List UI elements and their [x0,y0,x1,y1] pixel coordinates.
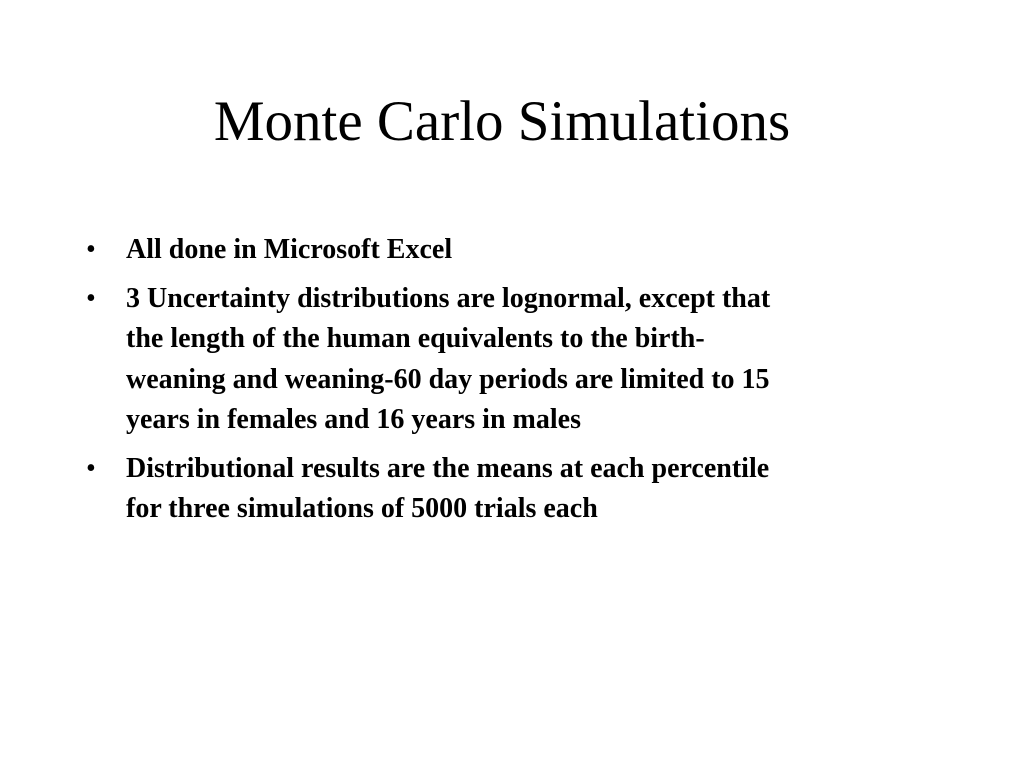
bullet-icon: • [86,234,96,265]
bullet-text-line: the length of the human equivalents to the birth- [126,323,705,354]
bullet-icon: • [86,452,96,484]
bullet-list [86,230,946,538]
bullet-text-line: 3 Uncertainty distributions are lognormal, except that [126,282,771,314]
bullet-item [86,449,946,530]
bullet-icon: • [86,282,96,314]
bullet-text-line: weaning and weaning-60 day periods are limited to 15 [126,363,770,395]
bullet-text-line: Distributional results are the means at each percentile [126,452,770,484]
bullet-item [86,230,946,271]
slide-title: Monte Carlo Simulations [213,90,791,153]
bullet-text-line: All done in Microsoft Excel [126,234,453,265]
bullet-item [86,279,946,441]
bullet-text-line: years in females and 16 years in males [126,404,581,435]
bullet-text-line: for three simulations of 5000 trials each [126,493,598,524]
